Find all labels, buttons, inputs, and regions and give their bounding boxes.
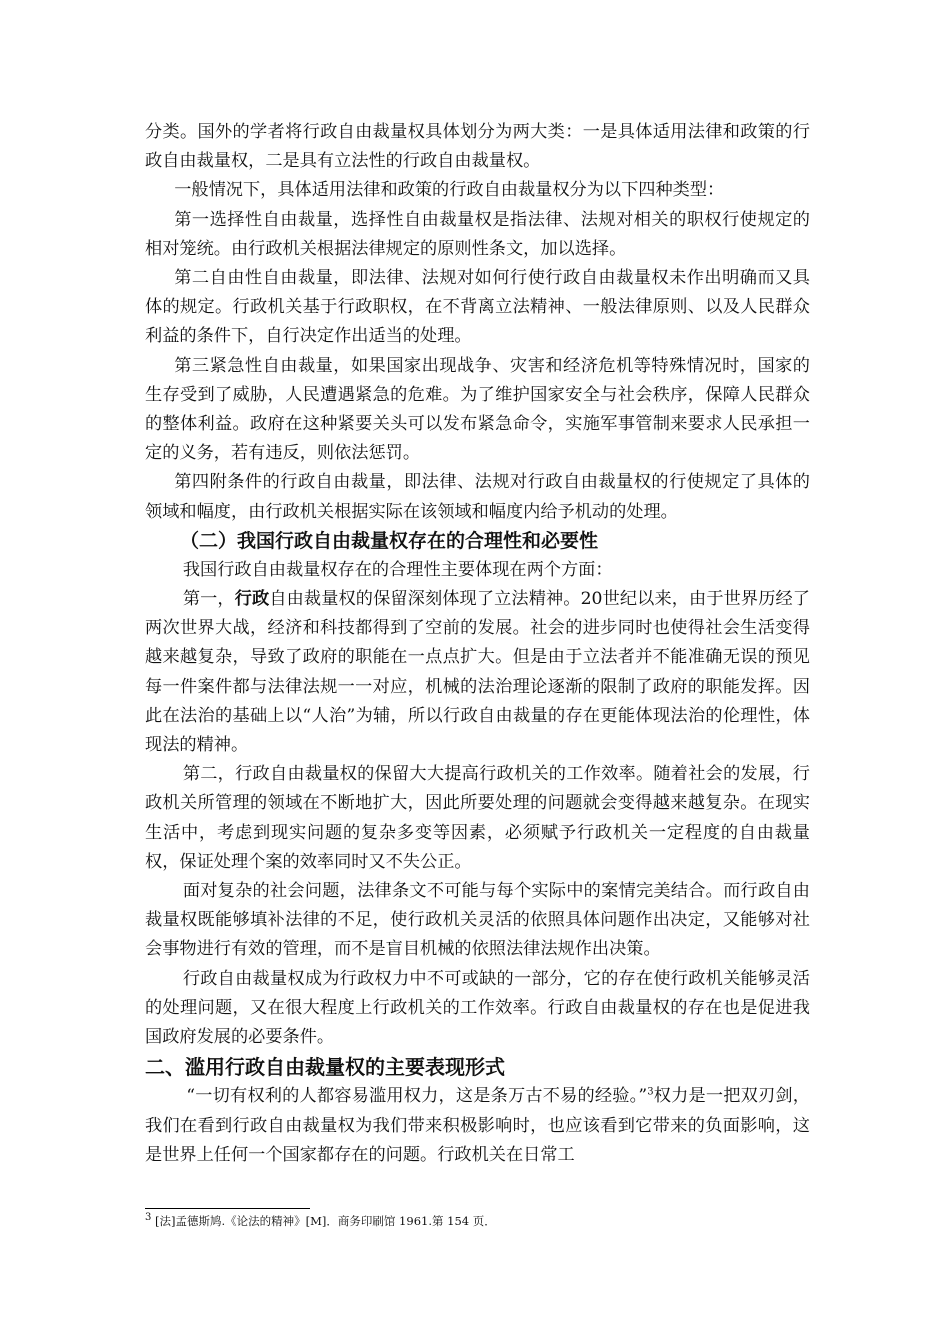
paragraph-8 (145, 585, 810, 760)
paragraph-8-bold: 行政 (234, 589, 270, 610)
paragraph-12-rest: 权力是一把双刃剑，我们在看到行政自由裁量权为我们带来积极影响时，也应该看到它带来的负面影响，这是世界上任何一个国家都存在的问题。行政机关在日常工 (145, 1086, 810, 1165)
footnote-separator (145, 1208, 310, 1209)
section-subheading: （二）我国行政自由裁量权存在的合理性和必要性 (180, 529, 599, 552)
paragraph-1: 分类。国外的学者将行政自由裁量权具体划分为两大类：一是具体适用法律和政策的行政自由裁量权，二是具有立法性的行政自由裁量权。 (145, 122, 810, 172)
footnote-marker: 3 (145, 1212, 152, 1224)
paragraph-9: 第二，行政自由裁量权的保留大大提高行政机关的工作效率。随着社会的发展，行政机关所管理的领域在不断地扩大，因此所要处理的问题就会变得越来越复杂。在现实生活中，考虑到现实问题的复杂多变等因素，必须赋予行政机关一定程度的自由裁量权，保证处理个案的效率同时又不失公正。 (145, 764, 810, 872)
footnote (145, 1213, 810, 1229)
paragraph-11: 行政自由裁量权成为行政权力中不可或缺的一部分，它的存在使行政机关能够灵活的处理问题，又在很大程度上行政机关的工作效率。行政自由裁量权的存在也是促进我国政府发展的必要条件。 (145, 968, 810, 1048)
paragraph-2: 一般情况下，具体适用法律和政策的行政自由裁量权分为以下四种类型： (174, 180, 725, 201)
footnote-reference[interactable]: 3 (647, 1086, 654, 1098)
section-heading: 二、滥用行政自由裁量权的主要表现形式 (145, 1055, 505, 1080)
paragraph-4: 第二自由性自由裁量，即法律、法规对如何行使行政自由裁量权未作出明确而又具体的规定。行政机关基于行政职权，在不背离立法精神、一般法律原则、以及人民群众利益的条件下，自行决定作出适当的处理。 (145, 268, 810, 347)
body-text (145, 118, 810, 1170)
paragraph-3: 第一选择性自由裁量，选择性自由裁量权是指法律、法规对相关的职权行使规定的相对笼统。由行政机关根据法律规定的原则性条文，加以选择。 (145, 209, 810, 259)
paragraph-5: 第三紧急性自由裁量，如果国家出现战争、灾害和经济危机等特殊情况时，国家的生存受到了威胁，人民遭遇紧急的危难。为了维护国家安全与社会秩序，保障人民群众的整体利益。政府在这种紧要关头可以发布紧急命令，实施军事管制来要求人民承担一定的义务，若有违反，则依法惩罚。 (145, 355, 810, 464)
paragraph-8-lead: 第一， (182, 589, 235, 610)
footnote-text: [法]孟德斯鸠.《论法的精神》[M]．商务印刷馆 1961.第 154 页． (151, 1214, 496, 1228)
paragraph-12-quote: “一切有权利的人都容易滥用权力，这是条万古不易的经验。” (186, 1086, 648, 1107)
paragraph-12 (145, 1082, 810, 1170)
paragraph-8-rest: 自由裁量权的保留深刻体现了立法精神。20世纪以来，由于世界历经了两次世界大战，经济和科技都得到了空前的发展。社会的进步同时也使得社会生活变得越来越复杂，导致了政府的职能在一点点扩大。但是由于立法者并不能准确无误的预见每一件案件都与法律法规一一对应，机械的法治理论逐渐的限制了政府的职能发挥。因此在法治的基础上以“人治”为辅，所以行政自由裁量的存在更能体现法治的伦理性，体现法的精神。 (145, 589, 810, 756)
paragraph-6: 第四附条件的行政自由裁量，即法律、法规对行政自由裁量权的行使规定了具体的领域和幅度，由行政机关根据实际在该领域和幅度内给予机动的处理。 (145, 472, 810, 522)
paragraph-10: 面对复杂的社会问题，法律条文不可能与每个实际中的案情完美结合。而行政自由裁量权既能够填补法律的不足，使行政机关灵活的依照具体问题作出决定，又能够对社会事物进行有效的管理，而不是盲目机械的依照法律法规作出决策。 (145, 881, 810, 960)
paragraph-7: 我国行政自由裁量权存在的合理性主要体现在两个方面： (182, 559, 613, 580)
